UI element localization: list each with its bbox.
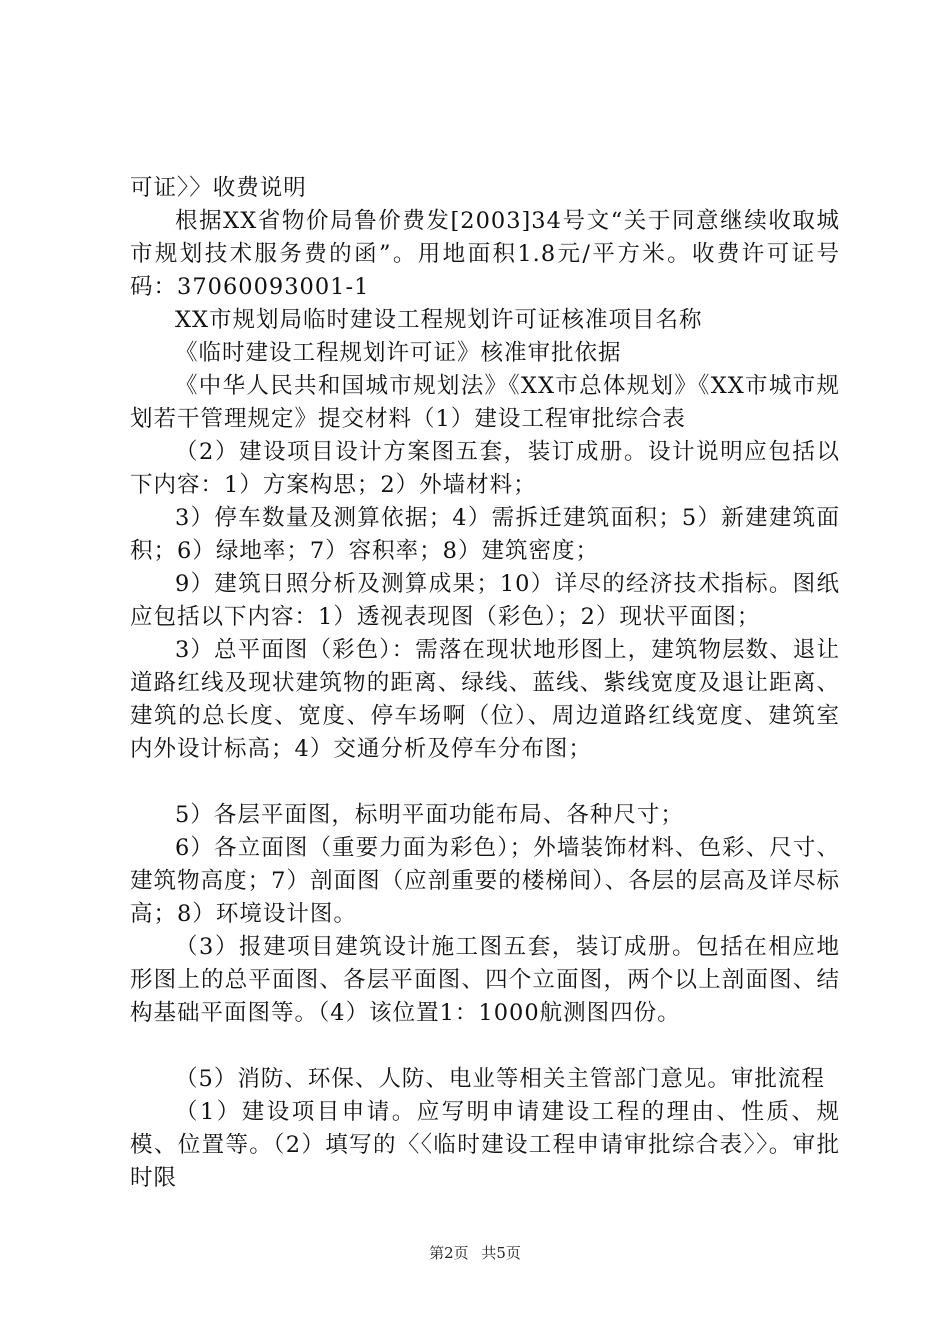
paragraph-1: 可证〉〉收费说明 [130, 175, 307, 201]
paragraph-13: （5）消防、环保、人防、电业等相关主管部门意见。审批流程 [175, 1066, 825, 1092]
paragraph-9: 3）总平面图（彩色）：需落在现状地形图上，建筑物层数、退让道路红线及现状建筑物的距离、绿线、蓝线、紫线宽度及退让距离、建筑的总长度、宽度、停车场啊（位）、周边道路红线宽度、建筑室内外设计标高；4）交通分析及停车分布图； [130, 637, 840, 762]
paragraph-5: 《中华人民共和国城市规划法》《XX市总体规划》《XX市城市规划若干管理规定》提交材料（1）建设工程审批综合表 [130, 373, 840, 432]
paragraph-6: （2）建设项目设计方案图五套，装订成册。设计说明应包括以下内容：1）方案构思；2）外墙材料； [130, 439, 840, 498]
paragraph-10: 5）各层平面图，标明平面功能布局、各种尺寸； [175, 802, 684, 828]
document-body [130, 172, 840, 1195]
paragraph-4: 《临时建设工程规划许可证》核准审批依据 [175, 340, 622, 366]
paragraph-2: 根据XX省物价局鲁价费发[2003]34号文“关于同意继续收取城市规划技术服务费的函”。用地面积1.8元/平方米。收费许可证号码：37060093001-1 [130, 208, 840, 300]
page-total: 共5页 [481, 1244, 521, 1262]
paragraph-8: 9）建筑日照分析及测算成果；10）详尽的经济技术指标。图纸应包括以下内容：1）透视表现图（彩色）；2）现状平面图； [130, 571, 840, 630]
paragraph-12: （3）报建项目建筑设计施工图五套，装订成册。包括在相应地形图上的总平面图、各层平面图、四个立面图，两个以上剖面图、结构基础平面图等。（4）该位置1：1000航测图四份。 [130, 934, 840, 1026]
paragraph-3: XX市规划局临时建设工程规划许可证核准项目名称 [175, 307, 703, 333]
paragraph-11: 6）各立面图（重要力面为彩色）；外墙装饰材料、色彩、尺寸、建筑物高度；7）剖面图（应剖重要的楼梯间）、各层的层高及详尽标高；8）环境设计图。 [130, 835, 840, 927]
paragraph-14: （1）建设项目申请。应写明申请建设工程的理由、性质、规模、位置等。（2）填写的〈〈临时建设工程申请审批综合表〉〉。审批时限 [130, 1099, 840, 1191]
page-footer [0, 1243, 950, 1263]
paragraph-7: 3）停车数量及测算依据；4）需拆迁建筑面积；5）新建建筑面积；6）绿地率；7）容积率；8）建筑密度； [130, 505, 840, 564]
page-number: 第2页 [429, 1244, 469, 1262]
